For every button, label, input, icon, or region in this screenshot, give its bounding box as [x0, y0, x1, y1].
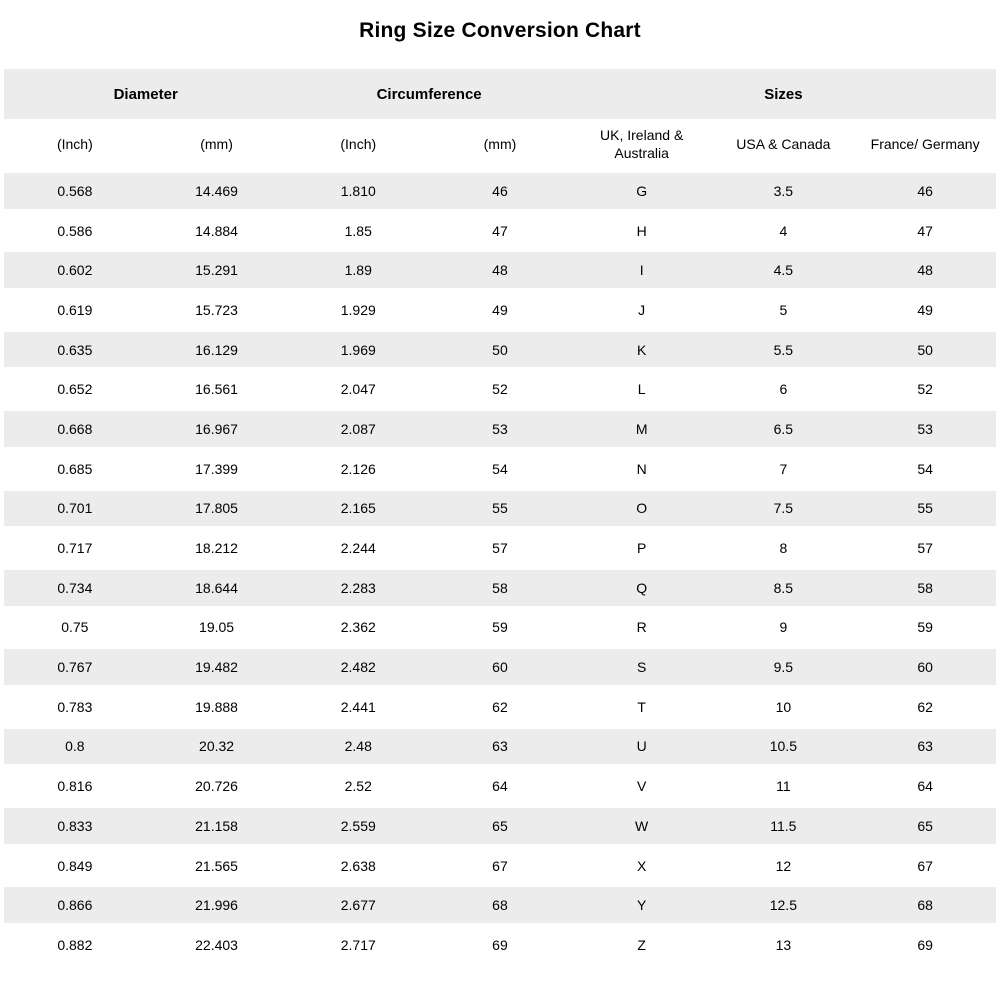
table-cell: 4 [713, 211, 855, 251]
table-cell: 52 [854, 369, 996, 409]
table-cell: 57 [429, 528, 571, 568]
table-cell: 16.967 [146, 409, 288, 449]
table-row [4, 409, 996, 449]
table-cell: 20.32 [146, 727, 288, 767]
table-cell: 16.561 [146, 369, 288, 409]
table-cell: 59 [429, 608, 571, 648]
table-cell: 48 [429, 250, 571, 290]
table-cell: 62 [854, 687, 996, 727]
table-cell: T [571, 687, 713, 727]
table-cell: 13 [713, 925, 855, 965]
table-cell: 0.816 [4, 766, 146, 806]
table-cell: 0.652 [4, 369, 146, 409]
column-header-cell: UK, Ireland & Australia [571, 119, 713, 171]
table-cell: X [571, 846, 713, 886]
table-cell: 46 [429, 171, 571, 211]
table-cell: 0.866 [4, 885, 146, 925]
table-cell: H [571, 211, 713, 251]
table-cell: 63 [429, 727, 571, 767]
table-cell: 20.726 [146, 766, 288, 806]
table-cell: O [571, 489, 713, 529]
table-cell: 16.129 [146, 330, 288, 370]
table-cell: 50 [854, 330, 996, 370]
table-cell: 60 [854, 647, 996, 687]
table-row [4, 608, 996, 648]
table-cell: 4.5 [713, 250, 855, 290]
column-header-cell: (mm) [146, 119, 288, 171]
table-cell: 1.85 [287, 211, 429, 251]
table-row [4, 171, 996, 211]
column-header-row [4, 119, 996, 171]
table-cell: Y [571, 885, 713, 925]
table-cell: 2.283 [287, 568, 429, 608]
table-cell: 0.75 [4, 608, 146, 648]
table-cell: 0.668 [4, 409, 146, 449]
table-cell: 2.52 [287, 766, 429, 806]
table-cell: 15.291 [146, 250, 288, 290]
table-cell: K [571, 330, 713, 370]
table-cell: Z [571, 925, 713, 965]
table-cell: Q [571, 568, 713, 608]
table-cell: 0.701 [4, 489, 146, 529]
table-cell: 53 [429, 409, 571, 449]
table-cell: G [571, 171, 713, 211]
group-header-cell: Diameter [4, 69, 287, 119]
table-cell: 58 [854, 568, 996, 608]
table-cell: 5 [713, 290, 855, 330]
table-cell: 10.5 [713, 727, 855, 767]
table-cell: 22.403 [146, 925, 288, 965]
table-cell: 1.969 [287, 330, 429, 370]
table-cell: 46 [854, 171, 996, 211]
table-cell: 2.638 [287, 846, 429, 886]
table-cell: 60 [429, 647, 571, 687]
table-row [4, 846, 996, 886]
table-cell: 47 [854, 211, 996, 251]
table-cell: 2.677 [287, 885, 429, 925]
table-cell: P [571, 528, 713, 568]
table-row [4, 687, 996, 727]
table-cell: 68 [854, 885, 996, 925]
group-header-cell: Circumference [287, 69, 570, 119]
group-header-row [4, 69, 996, 119]
table-cell: 7 [713, 449, 855, 489]
table-row [4, 647, 996, 687]
table-cell: 2.362 [287, 608, 429, 648]
table-cell: 1.929 [287, 290, 429, 330]
table-header [4, 69, 996, 171]
table-cell: 50 [429, 330, 571, 370]
table-cell: R [571, 608, 713, 648]
table-cell: 12.5 [713, 885, 855, 925]
table-row [4, 885, 996, 925]
table-cell: 1.89 [287, 250, 429, 290]
table-cell: 0.586 [4, 211, 146, 251]
table-cell: 8.5 [713, 568, 855, 608]
table-cell: 69 [429, 925, 571, 965]
table-row [4, 449, 996, 489]
table-cell: 0.8 [4, 727, 146, 767]
table-cell: 69 [854, 925, 996, 965]
column-header-cell: USA & Canada [713, 119, 855, 171]
table-cell: 68 [429, 885, 571, 925]
table-cell: 14.884 [146, 211, 288, 251]
table-cell: 17.805 [146, 489, 288, 529]
table-cell: 48 [854, 250, 996, 290]
table-cell: 47 [429, 211, 571, 251]
table-cell: 2.717 [287, 925, 429, 965]
table-cell: 3.5 [713, 171, 855, 211]
table-cell: 18.212 [146, 528, 288, 568]
table-cell: 0.619 [4, 290, 146, 330]
table-cell: 2.559 [287, 806, 429, 846]
table-cell: 21.565 [146, 846, 288, 886]
table-cell: 54 [429, 449, 571, 489]
table-cell: 52 [429, 369, 571, 409]
table-row [4, 211, 996, 251]
table-cell: 7.5 [713, 489, 855, 529]
table-cell: 64 [854, 766, 996, 806]
table-cell: J [571, 290, 713, 330]
table-cell: 49 [429, 290, 571, 330]
table-cell: 67 [854, 846, 996, 886]
table-cell: 19.05 [146, 608, 288, 648]
table-cell: S [571, 647, 713, 687]
table-cell: 2.441 [287, 687, 429, 727]
table-cell: 8 [713, 528, 855, 568]
table-cell: 0.602 [4, 250, 146, 290]
table-cell: 64 [429, 766, 571, 806]
table-cell: W [571, 806, 713, 846]
table-cell: 49 [854, 290, 996, 330]
table-body [4, 171, 996, 965]
table-cell: 0.685 [4, 449, 146, 489]
table-cell: 2.047 [287, 369, 429, 409]
table-cell: 55 [429, 489, 571, 529]
table-cell: 53 [854, 409, 996, 449]
table-cell: 0.568 [4, 171, 146, 211]
table-row [4, 568, 996, 608]
group-header-cell: Sizes [571, 69, 996, 119]
table-cell: 65 [429, 806, 571, 846]
table-cell: 2.165 [287, 489, 429, 529]
table-cell: 19.888 [146, 687, 288, 727]
table-row [4, 766, 996, 806]
table-cell: 6 [713, 369, 855, 409]
table-row [4, 806, 996, 846]
column-header-cell: (mm) [429, 119, 571, 171]
table-cell: 0.734 [4, 568, 146, 608]
table-cell: 0.833 [4, 806, 146, 846]
column-header-cell: France/ Germany [854, 119, 996, 171]
table-cell: 9 [713, 608, 855, 648]
table-cell: 12 [713, 846, 855, 886]
table-cell: 21.158 [146, 806, 288, 846]
table-cell: U [571, 727, 713, 767]
table-cell: 54 [854, 449, 996, 489]
table-cell: 2.087 [287, 409, 429, 449]
table-cell: I [571, 250, 713, 290]
table-row [4, 528, 996, 568]
table-row [4, 290, 996, 330]
table-row [4, 369, 996, 409]
table-cell: M [571, 409, 713, 449]
table-cell: 0.635 [4, 330, 146, 370]
table-cell: 2.244 [287, 528, 429, 568]
table-cell: N [571, 449, 713, 489]
page-title: Ring Size Conversion Chart [359, 19, 641, 42]
table-cell: 55 [854, 489, 996, 529]
table-cell: 67 [429, 846, 571, 886]
table-cell: 21.996 [146, 885, 288, 925]
column-header-cell: (Inch) [4, 119, 146, 171]
table-cell: 0.767 [4, 647, 146, 687]
table-row [4, 489, 996, 529]
table-cell: 2.482 [287, 647, 429, 687]
table-cell: 58 [429, 568, 571, 608]
table-cell: L [571, 369, 713, 409]
table-cell: 6.5 [713, 409, 855, 449]
table-cell: 2.48 [287, 727, 429, 767]
table-cell: 14.469 [146, 171, 288, 211]
table-cell: 59 [854, 608, 996, 648]
table-cell: 11 [713, 766, 855, 806]
table-cell: 18.644 [146, 568, 288, 608]
table-cell: 57 [854, 528, 996, 568]
table-cell: 63 [854, 727, 996, 767]
table-cell: 1.810 [287, 171, 429, 211]
table-row [4, 250, 996, 290]
table-cell: 0.783 [4, 687, 146, 727]
table-cell: 65 [854, 806, 996, 846]
table-cell: 9.5 [713, 647, 855, 687]
table-cell: 15.723 [146, 290, 288, 330]
column-header-cell: (Inch) [287, 119, 429, 171]
table-cell: 5.5 [713, 330, 855, 370]
ring-size-conversion-table [4, 69, 996, 967]
table-cell: 17.399 [146, 449, 288, 489]
table-row [4, 330, 996, 370]
table-cell: 19.482 [146, 647, 288, 687]
table-cell: 0.882 [4, 925, 146, 965]
table-cell: V [571, 766, 713, 806]
table-row [4, 925, 996, 965]
table-cell: 11.5 [713, 806, 855, 846]
table-cell: 0.849 [4, 846, 146, 886]
table-cell: 10 [713, 687, 855, 727]
table-row [4, 727, 996, 767]
table-cell: 0.717 [4, 528, 146, 568]
table-cell: 2.126 [287, 449, 429, 489]
table-cell: 62 [429, 687, 571, 727]
